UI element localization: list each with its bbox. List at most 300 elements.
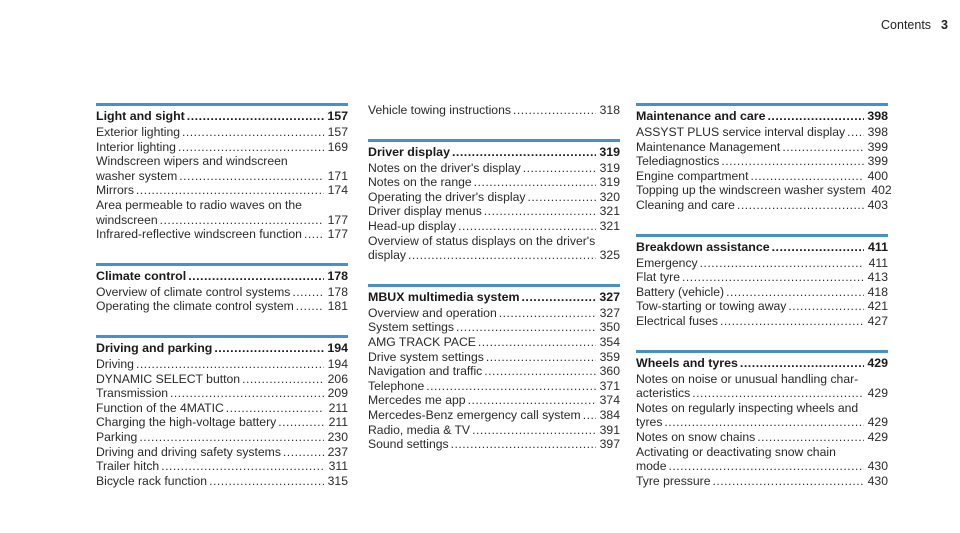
entry-label: ASSYST PLUS service interval display [636,125,846,139]
dot-leader [170,386,324,401]
dot-leader [757,430,864,445]
entry-label: Notes on the driver's display [368,160,521,175]
entry-page-number: 209 [327,386,348,401]
toc-entry[interactable] [96,401,348,416]
toc-entry[interactable] [96,125,348,140]
entry-row [636,140,888,155]
entry-row [636,169,888,184]
entry-row [636,198,888,213]
entry-page-number: 429 [867,429,888,444]
entry-row [636,314,888,329]
entry-row [96,213,348,228]
entry-label: mode [636,459,667,474]
section-page-number: 327 [599,289,620,304]
entry-page-number: 181 [327,299,348,314]
toc-entry[interactable] [96,183,348,198]
dot-leader [740,356,864,371]
entry-row [96,459,348,474]
toc-entry[interactable] [368,204,620,219]
entry-page-number: 430 [867,459,888,474]
entry-row [368,423,620,438]
toc-section [636,103,892,213]
toc-entry[interactable] [636,372,888,401]
entry-row [368,335,620,350]
entry-label: Overview and operation [368,305,497,320]
entry-label: washer system [96,168,178,183]
entry-row [368,161,620,176]
dot-leader [226,401,324,416]
toc-entry[interactable] [636,183,892,198]
dot-leader [214,341,324,356]
dot-leader [296,299,324,314]
toc-entry[interactable] [636,314,888,329]
page-header [881,18,948,32]
dot-leader [283,445,324,460]
dot-leader [187,109,324,124]
toc-entry[interactable] [368,423,620,438]
toc-entry[interactable] [368,393,620,408]
entry-row [368,248,620,263]
entry-row [96,285,348,300]
toc-column-1 [96,103,348,509]
dot-leader [486,350,596,365]
dot-leader [782,140,864,155]
toc-section [636,350,888,489]
entry-row [96,125,348,140]
entry-label: Maintenance Management [636,139,781,154]
entry-label: Emergency [636,255,698,270]
section-title: Climate control [96,268,187,283]
entry-label: Engine compartment [636,168,749,183]
toc-section [368,139,620,263]
toc-entry[interactable] [96,372,348,387]
entry-label: Operating the driver's display [368,189,526,204]
entry-row [636,154,888,169]
entry-page-number: 318 [599,103,620,117]
dot-leader [452,145,596,160]
entry-row [636,285,888,300]
toc-entry[interactable] [368,190,620,205]
entry-row [368,320,620,335]
entry-label-line: Area permeable to radio waves on the [96,197,302,212]
entry-label: tyres [636,415,663,430]
toc-entry[interactable] [636,430,888,445]
entry-page-number: 411 [868,255,888,270]
toc-column-3 [636,103,892,509]
dot-leader [456,320,596,335]
dot-leader [160,213,324,228]
entry-label: Parking [96,429,138,444]
entry-page-number: 171 [327,168,348,183]
entry-page-number: 427 [867,313,888,328]
toc-entry[interactable] [368,437,620,452]
entry-row [368,379,620,394]
entry-row [96,183,348,198]
section-heading[interactable] [636,103,888,124]
dot-leader [750,169,864,184]
entry-row [96,430,348,445]
entry-page-number: 211 [328,400,348,415]
entry-page-number: 403 [867,197,888,212]
entry-row [96,386,348,401]
section-page-number: 178 [327,268,348,283]
dot-leader [178,140,324,155]
dot-leader [721,154,864,169]
entry-row [368,437,620,452]
dot-leader [713,474,864,489]
toc-entry[interactable] [96,357,348,372]
toc-entry[interactable] [636,401,888,430]
entry-label-line: Activating or deactivating snow chain [636,444,836,459]
dot-leader [139,430,324,445]
entry-label: Sound settings [368,437,449,452]
entry-page-number: 321 [599,204,620,219]
entry-row [636,256,888,271]
entry-label: Driving [96,356,134,371]
dot-leader [700,256,864,271]
toc-entry[interactable] [96,285,348,300]
entry-label: Electrical fuses [636,313,718,328]
toc-entry[interactable] [368,379,620,394]
toc-entry[interactable] [96,227,348,242]
entry-page-number: 157 [327,125,348,139]
dot-leader [720,314,864,329]
entry-row [636,459,888,474]
entry-label-line: Windscreen wipers and windscreen [96,154,288,169]
dot-leader [136,357,324,372]
entry-label: Drive system settings [368,349,484,364]
entry-label: Tyre pressure [636,473,711,488]
toc-entry[interactable] [368,306,620,321]
toc-entry[interactable] [636,270,888,285]
entry-page-number: 311 [328,459,348,474]
section-title: Driver display [368,144,450,159]
entry-row [96,474,348,489]
entry-label: DYNAMIC SELECT button [96,371,241,386]
entry-row [636,430,888,445]
dot-leader [583,408,596,423]
dot-leader [161,459,324,474]
entry-page-number: 315 [327,473,348,488]
entry-label: Driver display menus [368,204,482,219]
entry-label: System settings [368,320,455,335]
entry-row [368,219,620,234]
entry-label: Radio, media & TV [368,422,471,437]
toc-entry[interactable] [368,335,620,350]
dot-leader [682,270,864,285]
entry-page-number: 206 [327,371,348,386]
entry-label: Interior lighting [96,139,176,154]
entry-page-number: 418 [867,284,888,299]
entry-label: Notes on the range [368,175,472,190]
dot-leader [692,386,864,401]
entry-page-number: 413 [867,270,888,285]
entry-row [636,270,888,285]
entry-label: Flat tyre [636,270,681,285]
toc-section [96,335,348,488]
section-title: Breakdown assistance [636,239,770,254]
entry-page-number: 350 [599,320,620,335]
entry-page-number: 374 [599,393,620,408]
entry-label: AMG TRACK PACE [368,334,476,349]
entry-row [368,306,620,321]
entry-label: Mercedes-Benz emergency call system [368,407,581,422]
entry-row [96,227,348,242]
entry-label: Telephone [368,378,425,393]
toc-entry[interactable] [368,408,620,423]
dot-leader [484,364,596,379]
dot-leader [474,175,596,190]
toc-entry[interactable] [368,175,620,190]
dot-leader [484,204,596,219]
dot-leader [304,227,324,242]
dot-leader [451,437,596,452]
section-page-number: 194 [327,340,348,355]
entry-row [636,299,888,314]
entry-page-number: 319 [599,175,620,190]
dot-leader [767,109,864,124]
dot-leader [188,269,324,284]
entry-label: Topping up the windscreen washer system [636,183,866,198]
toc-section [368,284,620,452]
entry-row [368,190,620,205]
header-page-number: 3 [941,18,948,32]
entry-page-number: 400 [867,168,888,183]
entry-row [96,415,348,430]
entry-row [636,386,888,401]
toc-entry[interactable] [368,234,620,263]
section-heading[interactable] [636,234,888,255]
entry-label: Trailer hitch [96,459,160,474]
entry-row [96,169,348,184]
dot-leader [209,474,324,489]
toc-entry[interactable] [636,445,888,474]
dot-leader [136,183,324,198]
dot-leader [472,423,596,438]
toc-entry[interactable] [636,256,888,271]
entry-label: Mirrors [96,183,134,198]
section-page-number: 411 [868,239,888,254]
entry-row [96,372,348,387]
dot-leader [847,125,864,140]
dot-leader [426,379,596,394]
entry-label-line: Notes on noise or unusual handling char- [636,371,859,386]
entry-label: Charging the high-voltage battery [96,415,277,430]
toc-entry[interactable] [96,474,348,489]
section-heading[interactable] [636,350,888,371]
entry-page-number: 194 [327,356,348,371]
section-heading[interactable] [96,263,348,284]
entry-page-number: 230 [327,429,348,444]
entry-label: Driving and driving safety systems [96,444,281,459]
entry-row [368,103,620,118]
section-page-number: 319 [599,144,620,159]
entry-label: Mercedes me app [368,393,466,408]
entry-page-number: 177 [327,212,348,227]
dot-leader [772,240,864,255]
toc-entry[interactable] [96,386,348,401]
entry-page-number: 402 [871,183,892,198]
entry-label: Cleaning and care [636,197,735,212]
entry-page-number: 397 [599,437,620,452]
entry-row [96,401,348,416]
entry-label: Navigation and traffic [368,364,483,379]
toc-entry[interactable] [368,103,620,118]
dot-leader [523,161,596,176]
toc-entry[interactable] [96,415,348,430]
dot-leader [737,198,864,213]
toc-entry[interactable] [636,299,888,314]
entry-page-number: 174 [327,183,348,198]
toc-column-2 [368,103,620,473]
dot-leader [278,415,324,430]
section-heading[interactable] [96,103,348,124]
toc-section [96,263,348,314]
dot-leader [521,290,596,305]
entry-page-number: 429 [867,415,888,430]
entry-label: Infrared-reflective windscreen function [96,227,302,242]
entry-page-number: 169 [327,139,348,154]
entry-label: Notes on snow chains [636,429,756,444]
entry-row [96,445,348,460]
dot-leader [527,190,596,205]
toc-entry[interactable] [636,140,888,155]
entry-page-number: 430 [867,473,888,488]
entry-page-number: 321 [599,218,620,233]
toc-entry[interactable] [96,445,348,460]
toc-entry[interactable] [368,364,620,379]
entry-page-number: 371 [599,378,620,393]
entry-label: Exterior lighting [96,125,180,139]
entry-row [636,183,892,198]
entry-page-number: 391 [599,422,620,437]
entry-label: windscreen [96,212,158,227]
toc-entry[interactable] [96,430,348,445]
toc-entry[interactable] [368,320,620,335]
entry-row [368,204,620,219]
entry-label: Operating the climate control system [96,299,294,314]
toc-entry[interactable] [636,169,888,184]
section-title: Maintenance and care [636,109,766,123]
toc-entry[interactable] [636,125,888,140]
section-page-number: 429 [867,355,888,370]
entry-page-number: 399 [867,154,888,169]
entry-page-number: 177 [327,227,348,242]
entry-label: Telediagnostics [636,154,720,169]
entry-label-line: Notes on regularly inspecting wheels and [636,400,859,415]
section-title: Wheels and tyres [636,355,738,370]
entry-label: Tow-starting or towing away [636,299,787,314]
entry-label: Bicycle rack function [96,473,208,488]
dot-leader [179,169,324,184]
entry-page-number: 421 [867,299,888,314]
toc-entry[interactable] [636,154,888,169]
dot-leader [292,285,324,300]
entry-row [368,350,620,365]
entry-page-number: 354 [599,334,620,349]
dot-leader [788,299,864,314]
toc-entry[interactable] [368,219,620,234]
dot-leader [669,459,865,474]
entry-label: Head-up display [368,218,457,233]
toc-entry[interactable] [96,140,348,155]
entry-page-number: 360 [599,364,620,379]
entry-page-number: 325 [599,248,620,263]
dot-leader [664,415,864,430]
entry-label: Transmission [96,386,169,401]
toc-entry[interactable] [636,285,888,300]
toc-entry[interactable] [96,299,348,314]
dot-leader [499,306,596,321]
dot-leader [182,125,324,140]
entry-label: Battery (vehicle) [636,284,725,299]
toc-entry[interactable] [636,198,888,213]
section-page-number: 157 [327,109,348,123]
entry-row [368,408,620,423]
toc-section [96,103,348,242]
entry-page-number: 359 [599,349,620,364]
section-heading[interactable] [96,335,348,356]
entry-page-number: 319 [599,160,620,175]
dot-leader [513,103,596,118]
entry-page-number: 237 [327,444,348,459]
entry-page-number: 320 [599,189,620,204]
entry-label: acteristics [636,386,691,401]
entry-page-number: 429 [867,386,888,401]
entry-label: Overview of climate control systems [96,284,291,299]
entry-page-number: 327 [599,305,620,320]
entry-page-number: 398 [867,125,888,139]
entry-page-number: 384 [599,407,620,422]
dot-leader [458,219,596,234]
entry-row [636,415,888,430]
entry-page-number: 399 [867,139,888,154]
toc-entry[interactable] [96,154,348,183]
dot-leader [726,285,864,300]
entry-row [96,299,348,314]
section-title: Driving and parking [96,340,213,355]
toc-entry[interactable] [368,350,620,365]
entry-row [368,175,620,190]
entry-row [96,140,348,155]
entry-page-number: 211 [328,415,348,430]
section-heading[interactable] [368,139,620,160]
entry-page-number: 178 [327,284,348,299]
toc-entry[interactable] [368,161,620,176]
toc-section [368,103,620,118]
entry-row [636,474,888,489]
section-title: MBUX multimedia system [368,289,520,304]
dot-leader [468,393,596,408]
section-heading[interactable] [368,284,620,305]
dot-leader [408,248,596,263]
toc-entry[interactable] [636,474,888,489]
entry-label: display [368,248,406,263]
toc-entry[interactable] [96,459,348,474]
header-title: Contents [881,18,932,32]
entry-label-line: Overview of status displays on the driver's [368,233,596,248]
entry-row [368,364,620,379]
toc-section [636,234,888,329]
entry-row [368,393,620,408]
toc-entry[interactable] [96,198,348,227]
entry-label: Function of the 4MATIC [96,400,224,415]
section-title: Light and sight [96,109,185,123]
entry-row [636,125,888,140]
section-page-number: 398 [867,109,888,123]
dot-leader [478,335,596,350]
entry-row [96,357,348,372]
